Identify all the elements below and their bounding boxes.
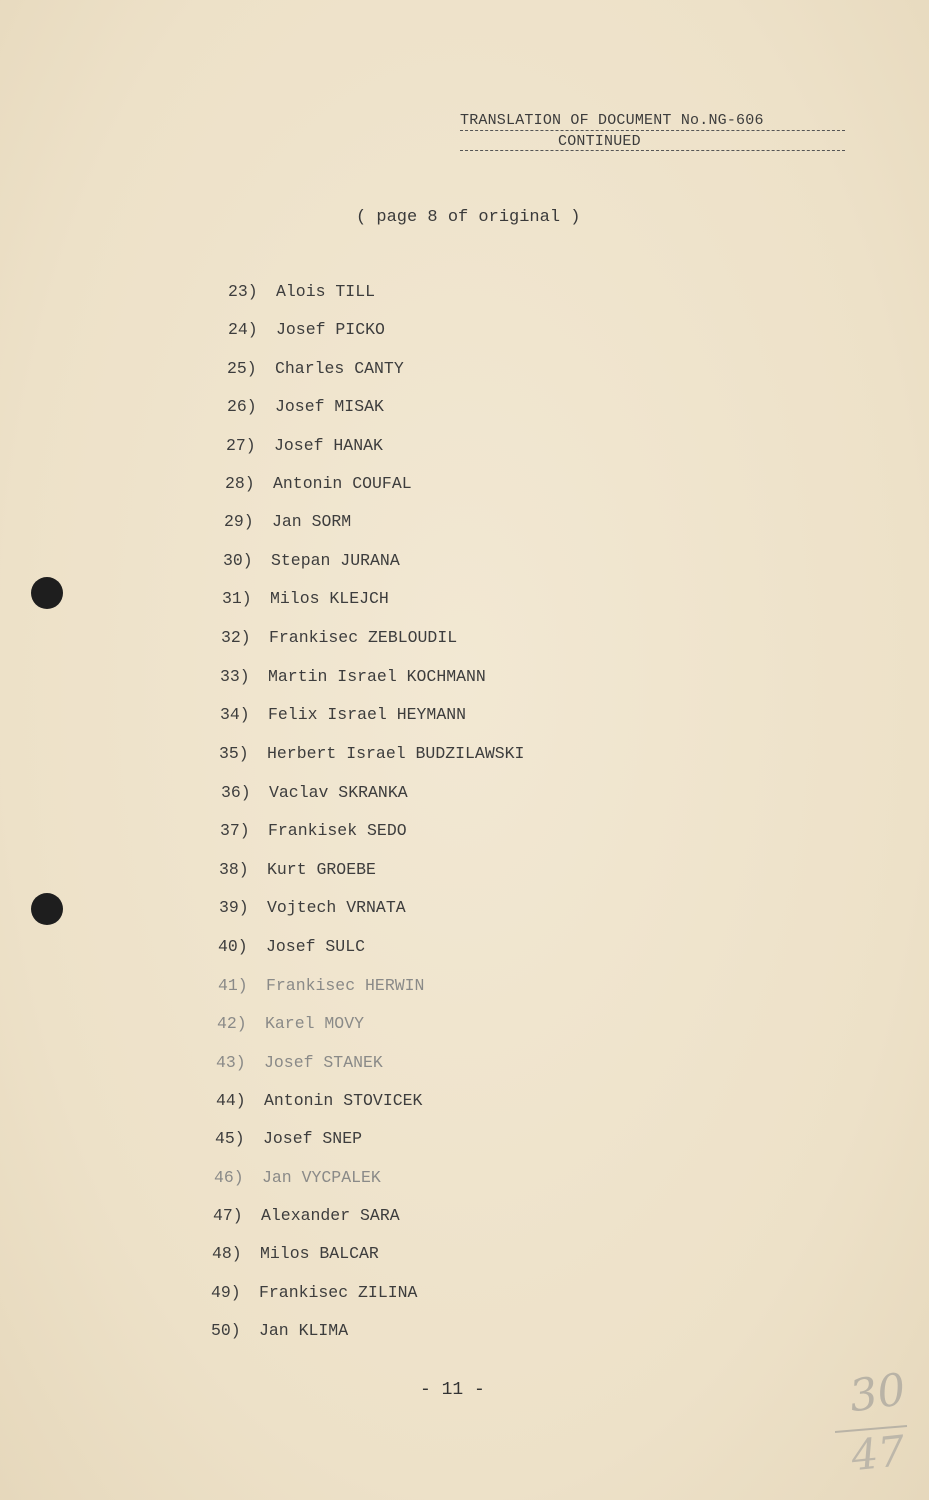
list-item (220, 667, 486, 686)
entry-number: 29) (224, 512, 254, 531)
handwritten-mark-upper: 30 (846, 1364, 909, 1423)
entry-name: Herbert Israel BUDZILAWSKI (267, 744, 525, 763)
list-item (219, 860, 376, 879)
list-item (228, 282, 375, 301)
entry-number: 27) (226, 436, 256, 455)
list-item (211, 1283, 417, 1302)
document-header (460, 112, 850, 151)
entry-name: Vojtech VRNATA (267, 898, 406, 917)
page-reference: ( page 8 of original ) (356, 208, 581, 227)
entry-number: 44) (216, 1091, 246, 1110)
entry-name: Josef HANAK (274, 436, 383, 455)
list-item (218, 937, 365, 956)
entry-number: 33) (220, 667, 250, 686)
list-item (219, 744, 524, 763)
entry-name: Josef MISAK (275, 397, 384, 416)
entry-number: 48) (212, 1244, 242, 1263)
list-item (222, 589, 389, 608)
entry-name: Josef SNEP (263, 1129, 363, 1148)
list-item (213, 1206, 400, 1225)
list-item (227, 359, 404, 378)
entry-number: 30) (223, 551, 253, 570)
entry-number: 37) (220, 821, 250, 840)
entry-name: Frankisek SEDO (268, 821, 407, 840)
list-item (226, 436, 383, 455)
list-item (216, 1053, 383, 1072)
entry-name: Kurt GROEBE (267, 860, 376, 879)
entry-number: 43) (216, 1053, 246, 1072)
entry-name: Alexander SARA (261, 1206, 400, 1225)
handwritten-page-marks (835, 1360, 915, 1480)
entry-name: Alois TILL (276, 282, 376, 301)
list-item (225, 474, 412, 493)
list-item (217, 1014, 364, 1033)
entry-number: 42) (217, 1014, 247, 1033)
entry-number: 46) (214, 1168, 244, 1187)
entry-name: Josef PICKO (276, 320, 385, 339)
entry-number: 34) (220, 705, 250, 724)
entry-number: 47) (213, 1206, 243, 1225)
entry-name: Frankisec ZEBLOUDIL (269, 628, 458, 647)
entry-number: 23) (228, 282, 258, 301)
entry-number: 49) (211, 1283, 241, 1302)
entry-number: 25) (227, 359, 257, 378)
entry-number: 31) (222, 589, 252, 608)
entry-name: Stepan JURANA (271, 551, 400, 570)
entry-number: 39) (219, 898, 249, 917)
list-item (223, 551, 400, 570)
entry-number: 41) (218, 976, 248, 995)
entry-name: Josef SULC (266, 937, 366, 956)
list-item (212, 1244, 379, 1263)
entry-name: Jan KLIMA (259, 1321, 349, 1340)
header-continued: CONTINUED (460, 133, 845, 151)
entry-name: Jan VYCPALEK (262, 1168, 381, 1187)
handwritten-mark-lower: 47 (848, 1426, 908, 1480)
list-item (215, 1129, 362, 1148)
header-title: TRANSLATION OF DOCUMENT No.NG-606 (460, 112, 845, 131)
entry-name: Frankisec HERWIN (266, 976, 425, 995)
entry-number: 26) (227, 397, 257, 416)
entry-name: Jan SORM (272, 512, 352, 531)
punch-hole-top (31, 577, 63, 609)
list-item (228, 320, 385, 339)
entry-number: 35) (219, 744, 249, 763)
list-item (218, 976, 424, 995)
entry-name: Vaclav SKRANKA (269, 783, 408, 802)
list-item (221, 783, 408, 802)
entry-name: Frankisec ZILINA (259, 1283, 418, 1302)
list-item (214, 1168, 381, 1187)
entry-number: 28) (225, 474, 255, 493)
entry-number: 50) (211, 1321, 241, 1340)
page-number: - 11 - (420, 1380, 485, 1400)
entry-name: Martin Israel KOCHMANN (268, 667, 486, 686)
entry-number: 32) (221, 628, 251, 647)
entry-number: 38) (219, 860, 249, 879)
list-item (220, 821, 407, 840)
list-item (220, 705, 466, 724)
entry-name: Josef STANEK (264, 1053, 383, 1072)
list-item (227, 397, 384, 416)
list-item (219, 898, 406, 917)
list-item (224, 512, 351, 531)
entry-number: 45) (215, 1129, 245, 1148)
entry-name: Antonin COUFAL (273, 474, 412, 493)
entry-name: Antonin STOVICEK (264, 1091, 423, 1110)
entry-number: 24) (228, 320, 258, 339)
list-item (211, 1321, 348, 1340)
entry-number: 40) (218, 937, 248, 956)
list-item (221, 628, 457, 647)
punch-hole-bottom (31, 893, 63, 925)
list-item (216, 1091, 422, 1110)
entry-name: Karel MOVY (265, 1014, 365, 1033)
entry-name: Milos KLEJCH (270, 589, 389, 608)
entry-name: Charles CANTY (275, 359, 404, 378)
entry-number: 36) (221, 783, 251, 802)
entry-name: Milos BALCAR (260, 1244, 379, 1263)
entry-name: Felix Israel HEYMANN (268, 705, 467, 724)
